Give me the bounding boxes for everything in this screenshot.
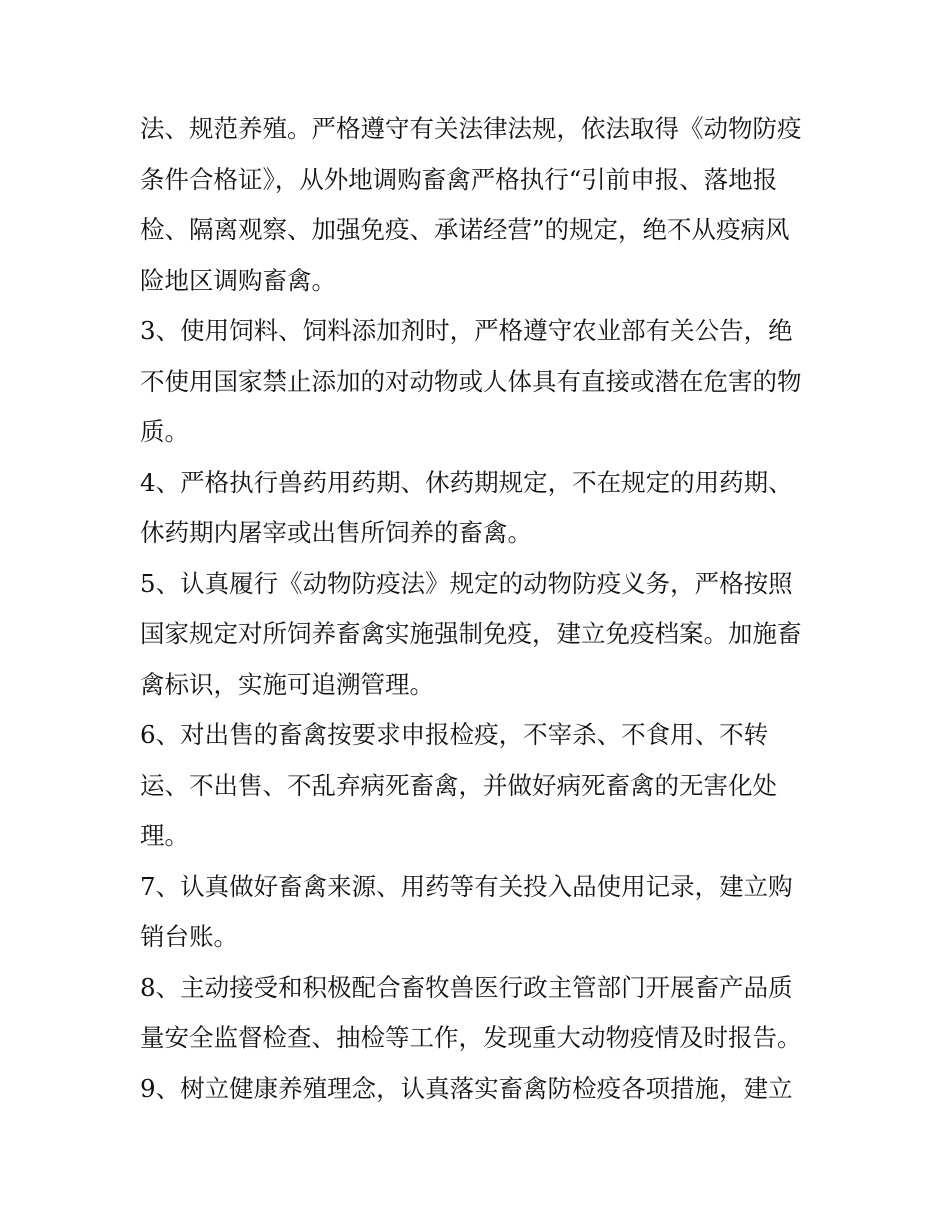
text-line: 险地区调购畜禽。 — [140, 265, 336, 295]
text-line: 8、主动接受和积极配合畜牧兽医行政主管部门开展畜产品质 — [140, 972, 793, 1002]
text-line: 质。 — [140, 417, 189, 446]
text-line: 销台账。 — [140, 922, 238, 951]
text-line: 禽标识，实施可追溯管理。 — [140, 669, 434, 699]
text-line: 条件合格证》，从外地调购畜禽严格执行“引前申报、落地报 — [140, 164, 778, 194]
text-line: 9、树立健康养殖理念，认真落实畜禽防检疫各项措施，建立 — [140, 1073, 793, 1103]
text-line: 运、不出售、不乱弃病死畜禽，并做好病死畜禽的无害化处 — [140, 770, 777, 800]
text-line: 量安全监督检查、抽检等工作，发现重大动物疫情及时报告。 — [140, 1023, 802, 1052]
text-line: 7、认真做好畜禽来源、用药等有关投入品使用记录，建立购 — [140, 871, 793, 901]
text-line: 不使用国家禁止添加的对动物或人体具有直接或潜在危害的物 — [140, 366, 802, 396]
text-line: 法、规范养殖。严格遵守有关法律法规，依法取得《动物防疫 — [140, 114, 802, 143]
text-line: 3、使用饲料、饲料添加剂时，严格遵守农业部有关公告，绝 — [140, 316, 793, 345]
text-line: 5、认真履行《动物防疫法》规定的动物防疫义务，严格按照 — [140, 568, 793, 598]
text-line: 6、对出售的畜禽按要求申报检疫，不宰杀、不食用、不转 — [140, 720, 769, 749]
text-line: 4、严格执行兽药用药期、休药期规定，不在规定的用药期、 — [140, 467, 793, 497]
text-line: 国家规定对所饲养畜禽实施强制免疫，建立免疫档案。加施畜 — [140, 619, 802, 648]
document-body — [140, 104, 820, 1114]
text-line: 休药期内屠宰或出售所饲养的畜禽。 — [140, 518, 532, 547]
text-line: 理。 — [140, 821, 189, 850]
text-line: 检、隔离观察、加强免疫、承诺经营”的规定，绝不从疫病风 — [140, 215, 790, 244]
